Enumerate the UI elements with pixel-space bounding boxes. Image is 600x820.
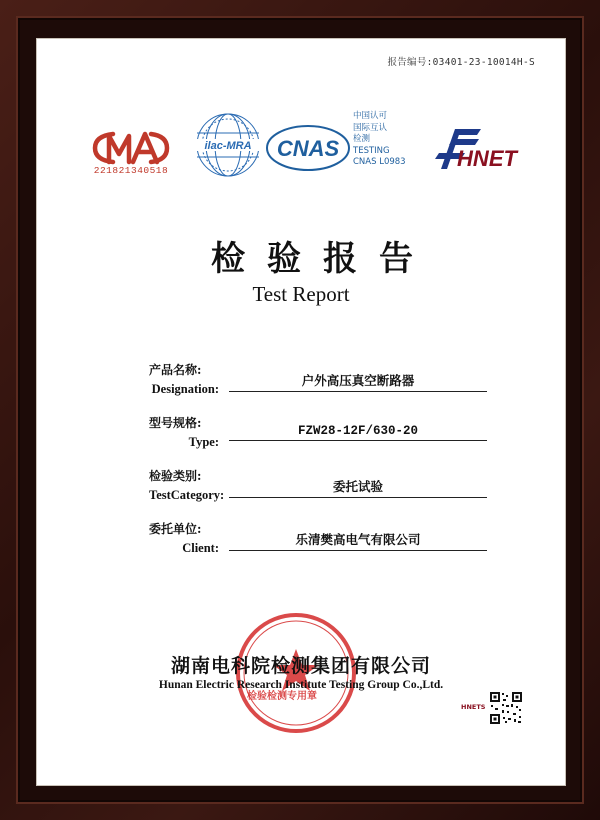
field-value-test-category: 委托试验 [229, 477, 487, 498]
cma-number: 221821340518 [93, 165, 169, 176]
field-label-client: 委托单位: Client: [149, 522, 219, 555]
field-label-type: 型号规格: Type: [149, 416, 219, 449]
qr-code [489, 691, 523, 725]
svg-text:ilac-MRA: ilac-MRA [204, 140, 252, 152]
field-value-client: 乐清樊高电气有限公司 [229, 530, 487, 551]
cnas-logo [265, 123, 351, 173]
cnas-caption: 中国认可 国际互认 检测 TESTING CNAS L0983 [353, 111, 406, 167]
svg-text:HNET: HNET [457, 146, 517, 171]
hnet-logo [429, 123, 529, 177]
report-number: 报告编号:03401-23-10014H-S [387, 57, 535, 68]
field-label-test-category: 检验类别: TestCategory: [149, 469, 225, 502]
small-badge: HNETS [461, 703, 486, 711]
organization-name-en: Hunan Electric Research Institute Testing Group Co.,Ltd. [158, 679, 444, 691]
ilac-mra-logo [192, 111, 264, 179]
field-label-designation: 产品名称: Designation: [149, 363, 219, 396]
svg-text:CNAS: CNAS [276, 136, 340, 161]
field-value-designation: 户外高压真空断路器 [229, 371, 487, 392]
title-chinese: 检验报告 [211, 239, 435, 279]
certificate-paper [36, 38, 566, 786]
title-english: Test Report [252, 282, 350, 306]
field-value-type: FZW28-12F/630-20 [229, 424, 487, 441]
organization-name-cn: 湖南电科院检测集团有限公司 [170, 655, 431, 677]
seal-caption: 检验检测专用章 [247, 691, 317, 702]
